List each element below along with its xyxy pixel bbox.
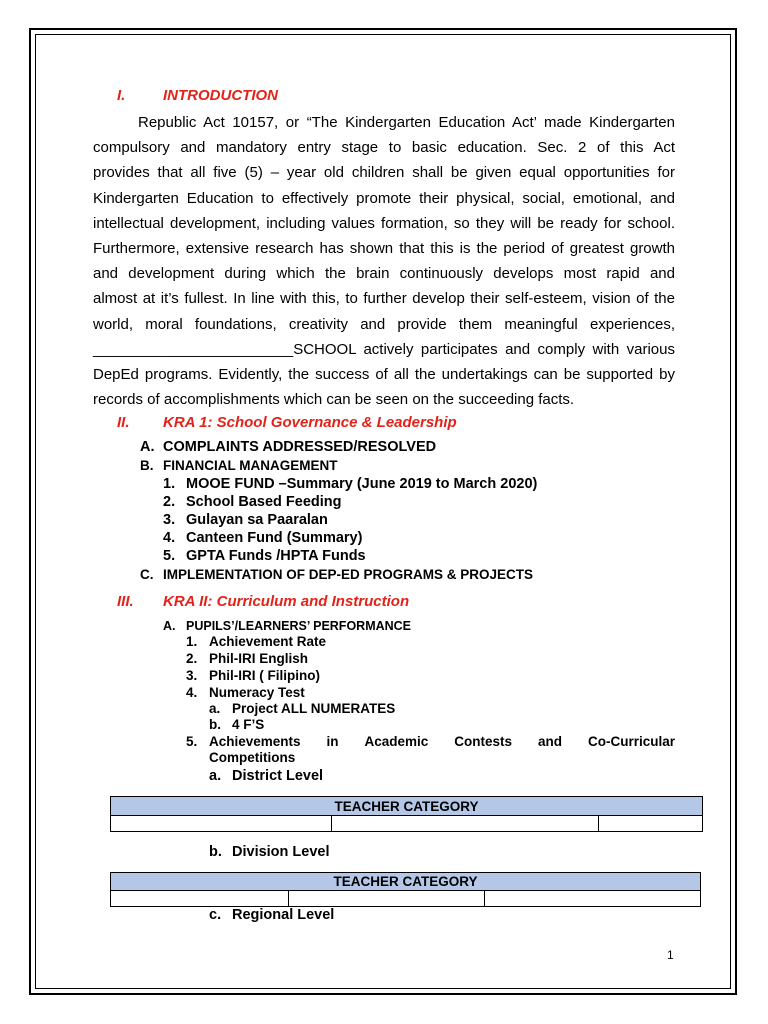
intro-line: ________________________SCHOOL actively participates and comply with various — [93, 340, 675, 358]
kra2-item5-line2: Competitions — [209, 750, 296, 765]
kra2-a-label: A. — [163, 619, 176, 633]
kra1-b-item-number: 3. — [163, 512, 176, 528]
kra1-b-label: B. — [140, 458, 154, 473]
kra2-item-number: 3. — [186, 668, 198, 683]
kra2-item-number: 4. — [186, 685, 198, 700]
section-number-intro: I. — [117, 87, 126, 104]
kra2-item5-word: Co-Curricular — [587, 734, 675, 749]
kra1-b-item-text: Gulayan sa Paaralan — [186, 512, 328, 528]
table-cell — [599, 816, 703, 832]
kra1-b-item-text: Canteen Fund (Summary) — [186, 530, 363, 546]
kra2-item5-word: Achievements — [209, 734, 301, 749]
intro-line: compulsory and mandatory entry stage to basic education. Sec. 2 of this Act — [93, 139, 675, 157]
table-header: TEACHER CATEGORY — [111, 873, 701, 891]
regional-level-number: c. — [209, 907, 222, 923]
division-level-text: Division Level — [232, 844, 330, 860]
section-title-kra2: KRA II: Curriculum and Instruction — [163, 593, 410, 610]
table-cell — [485, 891, 701, 907]
kra2-item5-number: 5. — [186, 734, 198, 749]
table-header: TEACHER CATEGORY — [111, 797, 703, 816]
kra2-sub-text: 4 F’S — [232, 717, 265, 732]
kra1-b-text: FINANCIAL MANAGEMENT — [163, 458, 338, 473]
section-number-kra1: II. — [117, 414, 130, 431]
intro-line: intellectual development, including values formation, so they will be ready for school. — [93, 214, 675, 232]
kra1-b-item-number: 2. — [163, 494, 176, 510]
kra1-b-item-text: MOOE FUND –Summary (June 2019 to March 2020) — [186, 476, 538, 492]
table-cell — [111, 891, 289, 907]
table-cell — [332, 816, 599, 832]
section-title-intro: INTRODUCTION — [163, 87, 278, 104]
kra2-item5-word: and — [537, 734, 562, 749]
page-number: 1 — [667, 948, 674, 962]
intro-line: world, moral foundations, creativity and provide them meaningful experiences, — [93, 315, 675, 333]
kra2-item5-word: Academic — [364, 734, 429, 749]
kra2-item-text: Achievement Rate — [209, 634, 327, 649]
district-teacher-table — [110, 796, 703, 832]
kra2-item-text: Phil-IRI ( Filipino) — [209, 668, 320, 683]
intro-paragraph — [93, 110, 675, 412]
district-level-text: District Level — [232, 768, 324, 784]
intro-line: and development during which the brain continuously develops most rapid and — [93, 265, 675, 283]
kra1-b-item-text: School Based Feeding — [186, 494, 342, 510]
kra2-sub-number: b. — [209, 717, 221, 732]
section-number-kra2: III. — [117, 593, 134, 610]
kra2-item5-word: Contests — [454, 734, 513, 749]
intro-line: records of accomplishments which can be seen on the succeeding facts. — [93, 391, 575, 409]
kra2-item5-line1 — [209, 734, 675, 749]
table-cell — [111, 816, 332, 832]
division-level-number: b. — [209, 844, 222, 860]
kra2-item-text: Numeracy Test — [209, 685, 305, 700]
intro-line: Furthermore, extensive research has shown that this is the period of greatest growth — [93, 239, 675, 257]
kra2-item5-word: in — [326, 734, 339, 749]
kra1-c-text: IMPLEMENTATION OF DEP-ED PROGRAMS & PROJECTS — [163, 567, 534, 582]
regional-level-text: Regional Level — [232, 907, 335, 923]
table-cell — [289, 891, 485, 907]
kra2-item-number: 1. — [186, 634, 198, 649]
section-title-kra1: KRA 1: School Governance & Leadership — [163, 414, 457, 431]
intro-line: DepEd programs. Evidently, the success of all the undertakings can be supported by — [93, 365, 675, 383]
intro-line: Kindergarten Education to effectively promote their physical, social, emotional, and — [93, 189, 675, 207]
district-level-number: a. — [209, 768, 222, 784]
kra1-b-item-number: 1. — [163, 476, 176, 492]
kra1-c-label: C. — [140, 567, 154, 582]
kra1-a-label: A. — [140, 439, 155, 455]
kra1-b-item-number: 5. — [163, 548, 176, 564]
kra2-sub-number: a. — [209, 701, 221, 716]
kra1-b-item-number: 4. — [163, 530, 176, 546]
kra2-item-number: 2. — [186, 651, 198, 666]
intro-line: provides that all five (5) – year old children shall be given equal opportunities for — [93, 164, 675, 182]
kra2-a-text: PUPILS’/LEARNERS’ PERFORMANCE — [186, 619, 412, 633]
kra2-sub-text: Project ALL NUMERATES — [232, 701, 396, 716]
intro-line: almost at it’s fullest. In line with this, to further develop their self-esteem, vision of the — [93, 290, 675, 308]
kra2-item-text: Phil-IRI English — [209, 651, 309, 666]
kra1-a-text: COMPLAINTS ADDRESSED/RESOLVED — [163, 439, 437, 455]
intro-line: Republic Act 10157, or “The Kindergarten Education Act’ made Kindergarten — [138, 114, 675, 131]
kra1-b-item-text: GPTA Funds /HPTA Funds — [186, 548, 366, 564]
division-teacher-table — [110, 872, 701, 907]
